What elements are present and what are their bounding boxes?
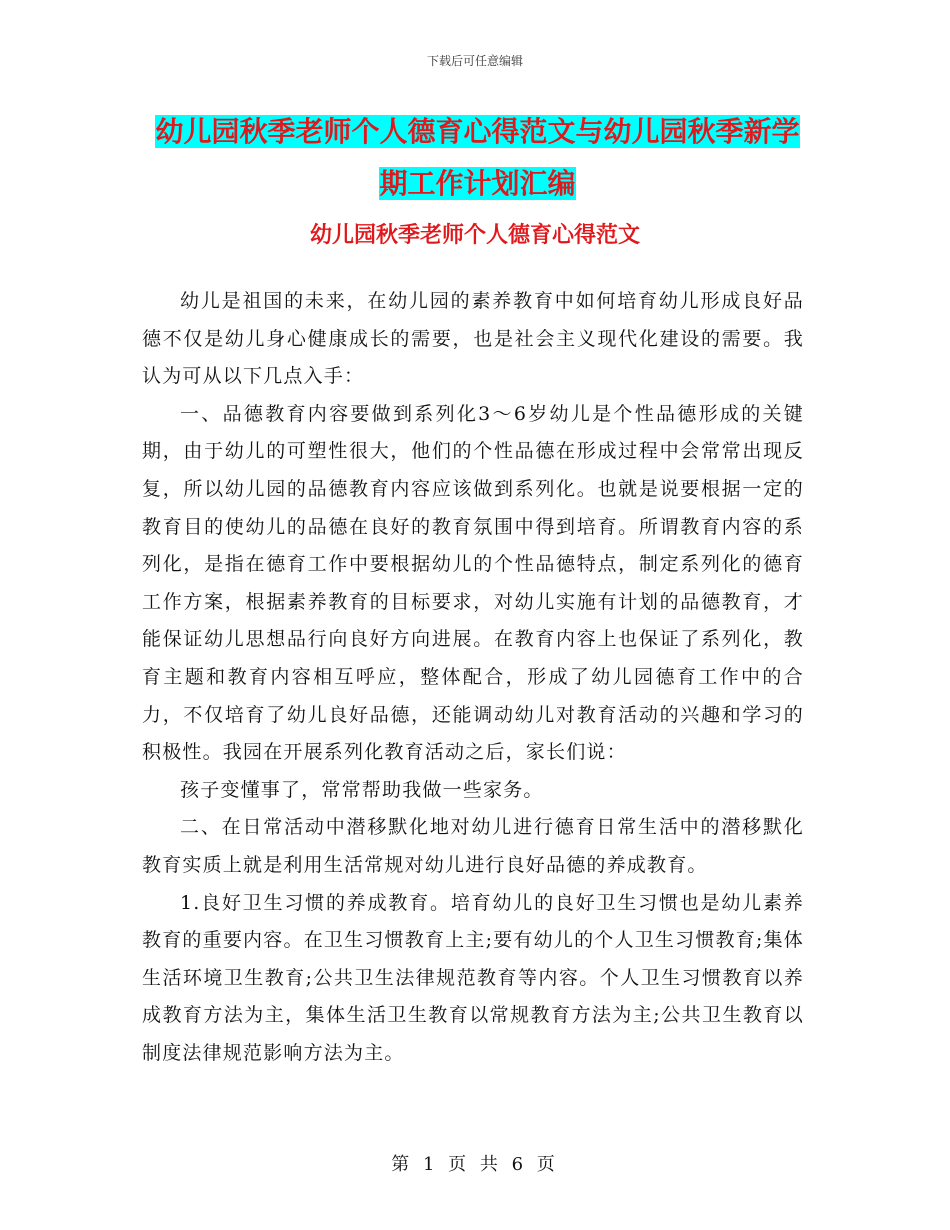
- paragraph: 孩子变懂事了，常常帮助我做一些家务。: [180, 778, 544, 801]
- page-footer: 第 1 页 共 6 页: [391, 1154, 559, 1175]
- document-body: [142, 283, 804, 1072]
- paragraph: 一、品德教育内容要做到系列化3～6岁幼儿是个性品德形成的关键期，由于幼儿的可塑性很大，他们的个性品德在形成过程中会常常出现反复，所以幼儿园的品德教育内容应该做到系列化。也就是说要根据一定的教育目的使幼儿的品德在良好的教育氛围中得到培育。所谓教育内容的系列化，是指在德育工作中要根据幼儿的个性品德特点，制定系列化的德育工作方案，根据素养教育的目标要求，对幼儿实施有计划的品德教育，才能保证幼儿思想品行向良好方向进展。在教育内容上也保证了系列化，教育主题和教育内容相互呼应，整体配合，形成了幼儿园德育工作中的合力，不仅培育了幼儿良好品德，还能调动幼儿对教育活动的兴趣和学习的积极性。我园在开展系列化教育活动之后，家长们说：: [142, 402, 804, 764]
- section-title: 幼儿园秋季老师个人德育心得范文: [309, 223, 640, 248]
- paragraph: 二、在日常活动中潜移默化地对幼儿进行德育日常生活中的潜移默化教育实质上就是利用生活常规对幼儿进行良好品德的养成教育。: [142, 816, 804, 876]
- header-note: 下载后可任意编辑: [426, 54, 523, 68]
- document-title: [140, 106, 815, 210]
- title-line-1: 幼儿园秋季老师个人德育心得范文与幼儿园秋季新学: [155, 115, 800, 148]
- paragraph: 1.良好卫生习惯的养成教育。培育幼儿的良好卫生习惯也是幼儿素养教育的重要内容。在卫生习惯教育上主;要有幼儿的个人卫生习惯教育;集体生活环境卫生教育;公共卫生法律规范教育等内容。个人卫生习惯教育以养成教育方法为主，集体生活卫生教育以常规教育方法为主;公共卫生教育以制度法律规范影响方法为主。: [142, 891, 804, 1064]
- paragraph: 幼儿是祖国的未来，在幼儿园的素养教育中如何培育幼儿形成良好品德不仅是幼儿身心健康成长的需要，也是社会主义现代化建设的需要。我认为可从以下几点入手：: [142, 290, 804, 388]
- title-line-2: 期工作计划汇编: [379, 167, 576, 200]
